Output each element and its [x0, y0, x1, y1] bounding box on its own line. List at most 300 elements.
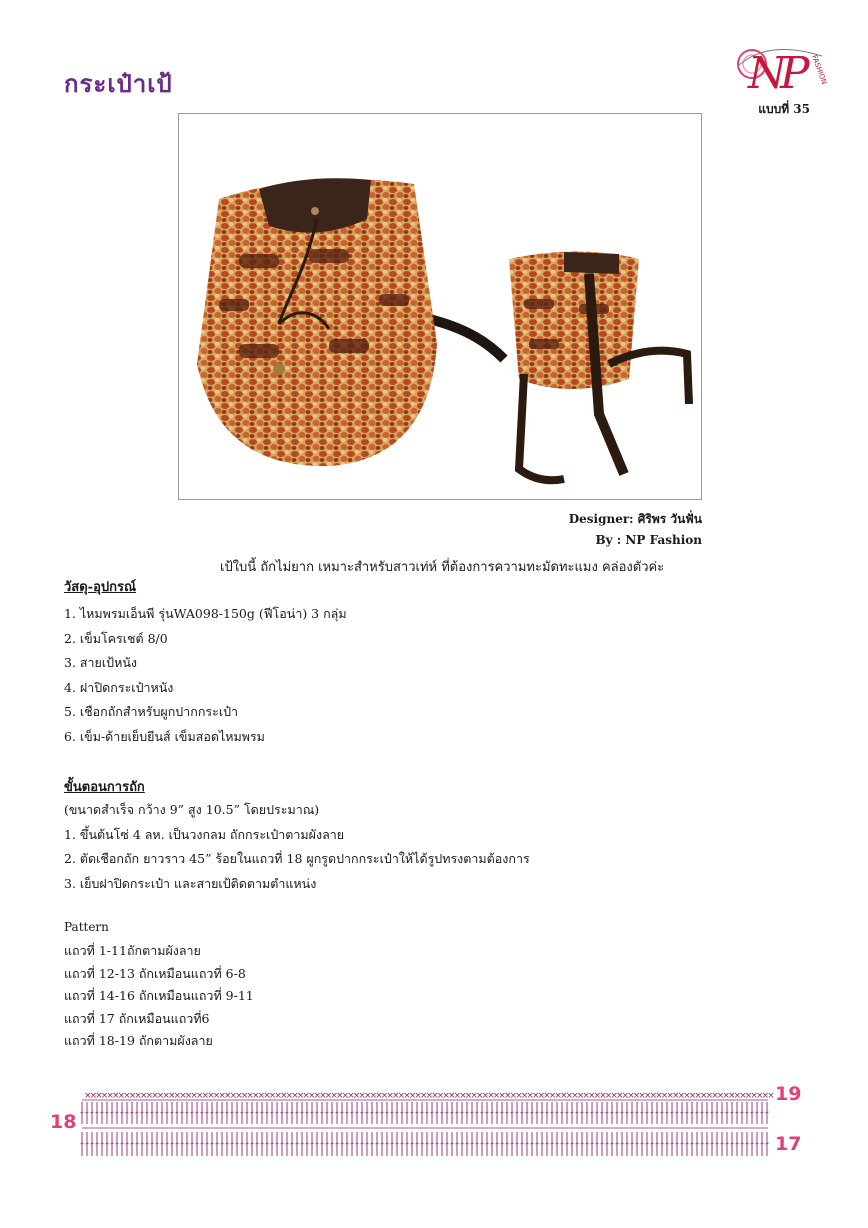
chart-dc-crossbar [415, 1143, 418, 1144]
chart-dc-crossbar [435, 1143, 438, 1144]
chart-dc-crossbar [715, 1143, 718, 1144]
chart-dc-crossbar [80, 1143, 83, 1144]
chart-x-stitch: × [257, 1091, 266, 1101]
chart-x-stitch: × [767, 1091, 775, 1101]
chart-x-stitch: × [498, 1091, 506, 1101]
chart-x-stitch: × [599, 1091, 607, 1101]
chart-dc-crossbar [520, 1143, 523, 1144]
chart-dc-crossbar [760, 1143, 763, 1144]
chart-dc-crossbar [535, 1143, 538, 1144]
row-label-right-bottom: 17 [775, 1133, 802, 1155]
chart-dc-crossbar [295, 1143, 298, 1144]
chart-dc-crossbar [105, 1143, 108, 1144]
chart-x-stitch: × [207, 1091, 215, 1101]
chart-x-stitch: × [554, 1091, 562, 1101]
chart-dc-crossbar [310, 1112, 313, 1113]
chart-dc-crossbar [715, 1112, 718, 1113]
chart-dc-crossbar [535, 1112, 538, 1113]
chart-dc-crossbar [185, 1112, 188, 1113]
chart-dc-crossbar [750, 1143, 753, 1144]
chart-x-stitch: × [655, 1091, 663, 1101]
list-item: แถวที่ 14-16 ถักเหมือนแถวที่ 9-11 [64, 988, 254, 1003]
list-item: แถวที่ 1-11ถักตามผังลาย [64, 943, 201, 958]
chart-x-stitch: × [571, 1091, 579, 1101]
chart-dc-crossbar [635, 1143, 638, 1144]
chart-x-stitch: × [649, 1091, 658, 1101]
chart-dc-crossbar [625, 1112, 628, 1113]
chart-dc-crossbar [145, 1143, 148, 1144]
chart-dc-crossbar [415, 1112, 418, 1113]
chart-dc-crossbar [720, 1143, 723, 1144]
chart-dc-crossbar [405, 1143, 408, 1144]
chart-x-stitch: × [543, 1091, 551, 1101]
chart-dc-crossbar [500, 1143, 503, 1144]
chart-dc-crossbar [610, 1112, 613, 1113]
chart-dc-crossbar [545, 1143, 548, 1144]
chart-dc-crossbar [330, 1112, 333, 1113]
chart-dc-crossbar [360, 1143, 363, 1144]
chart-x-stitch: × [386, 1091, 394, 1101]
chart-dc-crossbar [115, 1112, 118, 1113]
chart-dc-crossbar [430, 1143, 433, 1144]
chart-x-stitch: × [588, 1091, 596, 1101]
chart-x-stitch: × [576, 1091, 585, 1101]
chart-dc-crossbar [625, 1143, 628, 1144]
chart-dc-crossbar [110, 1143, 113, 1144]
chart-x-stitch: × [481, 1091, 490, 1101]
chart-dc-crossbar [650, 1143, 653, 1144]
publisher-credit: By : NP Fashion [595, 533, 702, 547]
chart-x-stitch: × [397, 1091, 406, 1101]
chart-dc-crossbar [285, 1112, 288, 1113]
chart-dc-crossbar [260, 1112, 263, 1113]
chart-dc-crossbar [570, 1143, 573, 1144]
chart-dc-crossbar [425, 1112, 428, 1113]
chart-x-stitch: × [459, 1091, 467, 1101]
chart-x-stitch: × [347, 1091, 355, 1101]
chart-dc-crossbar [300, 1143, 303, 1144]
chart-x-stitch: × [733, 1091, 742, 1101]
chart-x-stitch: × [537, 1091, 546, 1101]
chart-dc-crossbar [530, 1112, 533, 1113]
chart-dc-crossbar [120, 1112, 123, 1113]
chart-dc-crossbar [370, 1143, 373, 1144]
list-item: แถวที่ 18-19 ถักตามผังลาย [64, 1033, 213, 1048]
chart-x-stitch: × [100, 1091, 109, 1101]
crochet-chart [40, 1080, 810, 1160]
chart-dc-crossbar [165, 1143, 168, 1144]
chart-dc-crossbar [680, 1143, 683, 1144]
chart-dc-crossbar [760, 1112, 763, 1113]
chart-dc-crossbar [360, 1112, 363, 1113]
chart-dc-crossbar [410, 1112, 413, 1113]
chart-dc-crossbar [375, 1112, 378, 1113]
chart-dc-crossbar [465, 1143, 468, 1144]
chart-x-stitch: × [218, 1091, 226, 1101]
chart-dc-crossbar [340, 1112, 343, 1113]
list-item: แถวที่ 17 ถักเหมือนแถวที่6 [64, 1010, 210, 1026]
chart-x-stitch: × [515, 1091, 523, 1101]
chart-dc-crossbar [505, 1143, 508, 1144]
chart-dc-crossbar [710, 1112, 713, 1113]
chart-x-stitch: × [112, 1091, 120, 1101]
chart-x-stitch: × [492, 1091, 501, 1101]
chart-x-stitch: × [123, 1091, 131, 1101]
chart-x-stitch: × [414, 1091, 422, 1101]
chart-x-stitch: × [319, 1091, 327, 1101]
chart-dc-crossbar [200, 1112, 203, 1113]
chart-dc-crossbar [595, 1112, 598, 1113]
chart-dc-crossbar [735, 1112, 738, 1113]
chart-dc-crossbar [345, 1112, 348, 1113]
chart-dc-crossbar [350, 1143, 353, 1144]
chart-dc-crossbar [455, 1112, 458, 1113]
chart-dc-crossbar [755, 1112, 758, 1113]
chart-dc-crossbar [755, 1143, 758, 1144]
chart-dc-crossbar [140, 1112, 143, 1113]
chart-x-stitch: × [700, 1091, 708, 1101]
chart-dc-crossbar [355, 1112, 358, 1113]
chart-dc-crossbar [465, 1112, 468, 1113]
chart-dc-crossbar [510, 1112, 513, 1113]
chart-x-stitch: × [694, 1091, 702, 1101]
chart-dc-crossbar [460, 1112, 463, 1113]
chart-dc-crossbar [590, 1143, 593, 1144]
chart-dc-crossbar [120, 1143, 123, 1144]
chart-dc-crossbar [600, 1143, 603, 1144]
chart-x-stitch: × [302, 1091, 310, 1101]
chart-dc-crossbar [275, 1112, 278, 1113]
chart-x-stitch: × [672, 1091, 680, 1101]
chart-dc-crossbar [135, 1112, 138, 1113]
chart-x-stitch: × [145, 1091, 154, 1101]
chart-x-stitch: × [520, 1091, 529, 1101]
chart-dc-crossbar [150, 1112, 153, 1113]
chart-dc-crossbar [515, 1143, 518, 1144]
chart-x-stitch: × [711, 1091, 719, 1101]
materials-heading: วัสดุ-อุปกรณ์ [64, 580, 137, 595]
chart-dc-crossbar [195, 1112, 198, 1113]
backpack-illustration [179, 114, 701, 499]
chart-x-stitch: × [750, 1091, 758, 1101]
chart-x-stitch: × [431, 1091, 439, 1101]
chart-dc-crossbar [375, 1143, 378, 1144]
chart-dc-crossbar [280, 1112, 283, 1113]
chart-dc-crossbar [320, 1112, 323, 1113]
chart-x-stitch: × [285, 1091, 294, 1101]
chart-dc-crossbar [240, 1112, 243, 1113]
chart-x-stitch: × [453, 1091, 462, 1101]
chart-dc-crossbar [445, 1112, 448, 1113]
chart-x-stitch: × [716, 1091, 725, 1101]
chart-x-stitch: × [593, 1091, 602, 1101]
chart-dc-crossbar [605, 1112, 608, 1113]
chart-dc-crossbar [225, 1143, 228, 1144]
chart-x-stitch: × [140, 1091, 148, 1101]
chart-dc-crossbar [765, 1112, 768, 1113]
chart-dc-crossbar [455, 1143, 458, 1144]
chart-x-stitch: × [425, 1091, 434, 1101]
chart-x-stitch: × [268, 1091, 277, 1101]
chart-dc-crossbar [295, 1112, 298, 1113]
svg-text:FASHION: FASHION [810, 53, 829, 86]
chart-x-stitch: × [240, 1091, 249, 1101]
chart-dc-crossbar [270, 1112, 273, 1113]
chart-dc-crossbar [365, 1143, 368, 1144]
chart-x-stitch: × [464, 1091, 473, 1101]
chart-x-stitch: × [744, 1091, 753, 1101]
chart-dc-crossbar [765, 1143, 768, 1144]
chart-dc-crossbar [245, 1112, 248, 1113]
chart-dc-crossbar [680, 1112, 683, 1113]
chart-dc-crossbar [745, 1112, 748, 1113]
chart-dc-crossbar [245, 1143, 248, 1144]
chart-dc-crossbar [745, 1143, 748, 1144]
chart-dc-crossbar [740, 1112, 743, 1113]
chart-x-stitch: × [403, 1091, 411, 1101]
chart-dc-crossbar [705, 1143, 708, 1144]
chart-dc-crossbar [445, 1143, 448, 1144]
chart-x-stitch: × [358, 1091, 366, 1101]
chart-x-stitch: × [476, 1091, 484, 1101]
chart-x-stitch: × [380, 1091, 389, 1101]
chart-dc-crossbar [335, 1143, 338, 1144]
chart-dc-crossbar [575, 1143, 578, 1144]
designer-credit: Designer: ศิริพร วันฟั่น [568, 512, 702, 526]
chart-x-stitch: × [688, 1091, 697, 1101]
chart-dc-crossbar [730, 1112, 733, 1113]
chart-dc-crossbar [690, 1143, 693, 1144]
chart-symbols [80, 1091, 774, 1156]
chart-dc-crossbar [590, 1112, 593, 1113]
chart-x-stitch: × [509, 1091, 518, 1101]
chart-dc-crossbar [125, 1112, 128, 1113]
chart-dc-crossbar [585, 1112, 588, 1113]
chart-dc-crossbar [395, 1143, 398, 1144]
chart-x-stitch: × [190, 1091, 198, 1101]
chart-x-stitch: × [106, 1091, 114, 1101]
intro-text: เป้ใบนี้ ถักไม่ยาก เหมาะสำหรับสาวเท่ห์ ที่ต้องการความทะมัดทะแมง คล่องตัวค่ะ [220, 560, 665, 575]
chart-x-stitch: × [341, 1091, 350, 1101]
chart-dc-crossbar [550, 1112, 553, 1113]
chart-dc-crossbar [140, 1143, 143, 1144]
chart-x-stitch: × [604, 1091, 613, 1101]
chart-dc-crossbar [265, 1112, 268, 1113]
chart-x-stitch: × [632, 1091, 641, 1101]
chart-dc-crossbar [395, 1112, 398, 1113]
chart-dc-crossbar [485, 1112, 488, 1113]
chart-dc-crossbar [205, 1143, 208, 1144]
chart-x-stitch: × [89, 1091, 98, 1101]
chart-dc-crossbar [565, 1143, 568, 1144]
chart-x-stitch: × [470, 1091, 478, 1101]
chart-dc-crossbar [390, 1112, 393, 1113]
chart-x-stitch: × [352, 1091, 361, 1101]
chart-dc-crossbar [560, 1112, 563, 1113]
chart-x-stitch: × [168, 1091, 176, 1101]
chart-dc-crossbar [110, 1112, 113, 1113]
materials-list [64, 602, 347, 749]
chart-dc-crossbar [230, 1112, 233, 1113]
chart-dc-crossbar [85, 1143, 88, 1144]
chart-dc-crossbar [525, 1143, 528, 1144]
chart-dc-crossbar [310, 1143, 313, 1144]
chart-dc-crossbar [530, 1143, 533, 1144]
chart-dc-crossbar [620, 1143, 623, 1144]
chart-dc-crossbar [730, 1143, 733, 1144]
chart-dc-crossbar [655, 1112, 658, 1113]
chart-dc-crossbar [130, 1112, 133, 1113]
list-item: 4. ฝาปิดกระเป๋าหนัง [64, 679, 174, 695]
chart-dc-crossbar [495, 1143, 498, 1144]
chart-dc-crossbar [555, 1143, 558, 1144]
chart-dc-crossbar [350, 1112, 353, 1113]
chart-dc-crossbar [405, 1112, 408, 1113]
chart-dc-crossbar [665, 1112, 668, 1113]
chart-x-stitch: × [666, 1091, 674, 1101]
list-item: 1. ไหมพรมเอ็นพี รุ่นWA098-150g (ฟีโอน่า) 3 กลุ่ม [64, 606, 347, 621]
chart-dc-crossbar [630, 1112, 633, 1113]
chart-dc-crossbar [365, 1112, 368, 1113]
chart-dc-crossbar [635, 1112, 638, 1113]
chart-x-stitch: × [179, 1091, 187, 1101]
chart-dc-crossbar [700, 1112, 703, 1113]
chart-dc-crossbar [90, 1143, 93, 1144]
chart-dc-crossbar [500, 1112, 503, 1113]
list-item: แถวที่ 12-13 ถักเหมือนแถวที่ 6-8 [64, 965, 246, 981]
chart-dc-crossbar [235, 1112, 238, 1113]
chart-dc-crossbar [330, 1143, 333, 1144]
chart-dc-crossbar [170, 1112, 173, 1113]
chart-dc-crossbar [475, 1143, 478, 1144]
chart-x-stitch: × [246, 1091, 254, 1101]
chart-dc-crossbar [255, 1112, 258, 1113]
chart-dc-crossbar [315, 1143, 318, 1144]
chart-dc-crossbar [165, 1112, 168, 1113]
chart-dc-crossbar [585, 1143, 588, 1144]
chart-dc-crossbar [135, 1143, 138, 1144]
chart-x-stitch: × [548, 1091, 557, 1101]
chart-x-stitch: × [442, 1091, 450, 1101]
chart-dc-crossbar [150, 1143, 153, 1144]
chart-dc-crossbar [400, 1143, 403, 1144]
chart-dc-crossbar [740, 1143, 743, 1144]
chart-dc-crossbar [105, 1112, 108, 1113]
chart-dc-crossbar [595, 1143, 598, 1144]
chart-dc-crossbar [485, 1143, 488, 1144]
chart-x-stitch: × [274, 1091, 282, 1101]
chart-dc-crossbar [540, 1143, 543, 1144]
chart-dc-crossbar [85, 1112, 88, 1113]
list-item: 3. เย็บฝาปิดกระเป๋า และสายเป้ติดตามตำแหน่ง [64, 875, 317, 891]
row-label-right-top: 19 [775, 1083, 802, 1105]
chart-dc-crossbar [640, 1143, 643, 1144]
chart-dc-crossbar [470, 1143, 473, 1144]
product-photo [178, 113, 702, 500]
chart-dc-crossbar [160, 1143, 163, 1144]
chart-x-stitch: × [638, 1091, 646, 1101]
chart-dc-crossbar [480, 1112, 483, 1113]
chart-dc-crossbar [210, 1112, 213, 1113]
chart-dc-crossbar [620, 1112, 623, 1113]
chart-dc-crossbar [325, 1143, 328, 1144]
chart-dc-crossbar [665, 1143, 668, 1144]
chart-x-stitch: × [263, 1091, 271, 1101]
chart-dc-crossbar [340, 1143, 343, 1144]
chart-x-stitch: × [235, 1091, 243, 1101]
chart-dc-crossbar [95, 1143, 98, 1144]
chart-dc-crossbar [650, 1112, 653, 1113]
chart-dc-crossbar [410, 1143, 413, 1144]
chart-dc-crossbar [645, 1112, 648, 1113]
chart-dc-crossbar [205, 1112, 208, 1113]
chart-dc-crossbar [255, 1143, 258, 1144]
chart-x-stitch: × [448, 1091, 456, 1101]
chart-dc-crossbar [155, 1143, 158, 1144]
chart-x-stitch: × [308, 1091, 316, 1101]
chart-dc-crossbar [695, 1112, 698, 1113]
chart-x-stitch: × [369, 1091, 378, 1101]
chart-dc-crossbar [220, 1112, 223, 1113]
chart-dc-crossbar [200, 1143, 203, 1144]
chart-x-stitch: × [392, 1091, 400, 1101]
chart-dc-crossbar [180, 1143, 183, 1144]
chart-dc-crossbar [435, 1112, 438, 1113]
chart-dc-crossbar [580, 1112, 583, 1113]
chart-dc-crossbar [290, 1112, 293, 1113]
pattern-number: แบบที่ 35 [758, 102, 810, 116]
chart-x-stitch: × [95, 1091, 103, 1101]
chart-dc-crossbar [170, 1143, 173, 1144]
chart-dc-crossbar [100, 1143, 103, 1144]
chart-dc-crossbar [90, 1112, 93, 1113]
chart-dc-crossbar [385, 1143, 388, 1144]
chart-x-stitch: × [252, 1091, 260, 1101]
chart-dc-crossbar [685, 1112, 688, 1113]
chart-dc-crossbar [380, 1143, 383, 1144]
chart-x-stitch: × [621, 1091, 630, 1101]
chart-x-stitch: × [408, 1091, 417, 1101]
chart-dc-crossbar [550, 1143, 553, 1144]
list-item: 2. ตัดเชือกถัก ยาวราว 45” ร้อยในแถวที่ 18 ผูกรูดปากกระเป๋าให้ได้รูปทรงตามต้องการ [64, 851, 530, 866]
chart-x-stitch: × [173, 1091, 182, 1101]
chart-x-stitch: × [336, 1091, 344, 1101]
chart-dc-crossbar [250, 1112, 253, 1113]
chart-dc-crossbar [480, 1143, 483, 1144]
chart-dc-crossbar [575, 1112, 578, 1113]
chart-x-stitch: × [677, 1091, 686, 1101]
chart-dc-crossbar [610, 1143, 613, 1144]
chart-dc-crossbar [80, 1112, 83, 1113]
chart-dc-crossbar [470, 1112, 473, 1113]
chart-dc-crossbar [325, 1112, 328, 1113]
chart-dc-crossbar [705, 1112, 708, 1113]
chart-x-stitch: × [705, 1091, 714, 1101]
chart-dc-crossbar [525, 1112, 528, 1113]
chart-dc-crossbar [115, 1143, 118, 1144]
row-label-left: 18 [50, 1111, 77, 1133]
chart-dc-crossbar [545, 1112, 548, 1113]
chart-dc-crossbar [335, 1112, 338, 1113]
list-item: 5. เชือกถักสำหรับผูกปากกระเป๋า [64, 704, 239, 719]
chart-x-stitch: × [201, 1091, 210, 1101]
chart-x-stitch: × [565, 1091, 574, 1101]
chart-dc-crossbar [355, 1143, 358, 1144]
chart-dc-crossbar [260, 1143, 263, 1144]
steps-list [64, 798, 530, 896]
chart-dc-crossbar [710, 1143, 713, 1144]
chart-dc-crossbar [720, 1112, 723, 1113]
